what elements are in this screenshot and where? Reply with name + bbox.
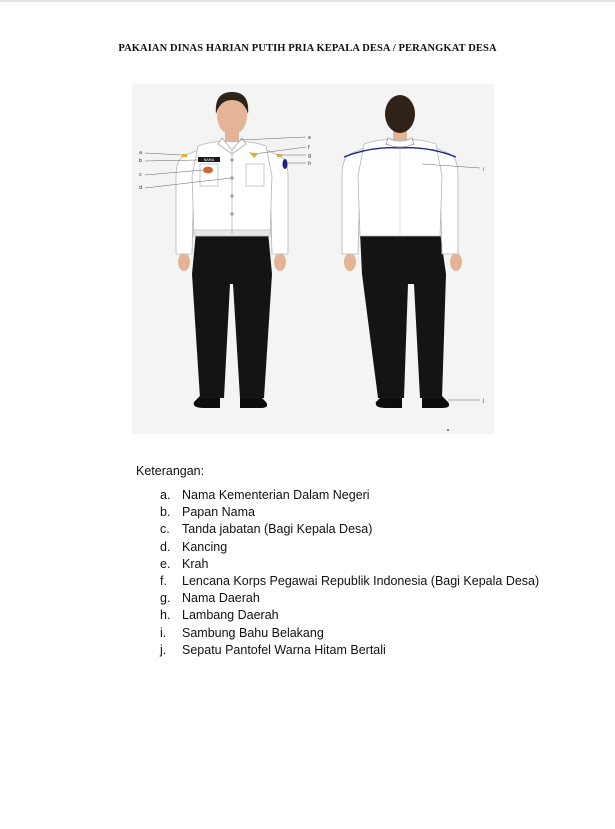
front-left-hand <box>178 253 190 271</box>
legend-item-text: Tanda jabatan (Bagi Kepala Desa) <box>182 522 373 537</box>
label-j: j <box>483 398 485 404</box>
back-right-hand <box>450 253 462 271</box>
label-i: i <box>483 167 485 173</box>
legend-item <box>160 504 539 521</box>
front-button-3 <box>230 194 233 197</box>
label-c: c <box>139 172 142 178</box>
label-b: b <box>139 158 143 164</box>
legend-item-text: Sambung Bahu Belakang <box>182 625 324 640</box>
legend-item-text: Lambang Daerah <box>182 608 279 623</box>
label-d: d <box>139 185 143 191</box>
legend-item <box>160 607 539 624</box>
uniform-illustration <box>132 84 494 434</box>
legend-item-marker: b. <box>160 505 171 520</box>
front-ministry-patch <box>182 154 187 157</box>
front-region-emblem <box>283 159 288 169</box>
front-name-tag-text: NAMA <box>203 158 215 162</box>
legend-item-text: Krah <box>182 556 209 571</box>
legend-item <box>160 590 539 607</box>
back-head <box>385 95 415 133</box>
stray-mark <box>447 429 449 431</box>
legend-item-text: Lencana Korps Pegawai Republik Indonesia (Bagi Kepala Desa) <box>182 573 540 588</box>
front-button-4 <box>230 212 233 215</box>
legend-item-marker: d. <box>160 539 171 554</box>
legend-item-marker: a. <box>160 488 171 502</box>
front-right-hand <box>274 253 286 271</box>
legend-item-text: Kancing <box>182 539 228 554</box>
label-h: h <box>308 161 312 167</box>
legend-item-marker: e. <box>160 556 171 571</box>
legend-item-text: Nama Kementerian Dalam Negeri <box>182 488 370 502</box>
legend-item-marker: c. <box>160 522 170 537</box>
label-g: g <box>308 153 312 159</box>
legend-item <box>160 539 539 556</box>
legend-item <box>160 556 539 573</box>
page-title: PAKAIAN DINAS HARIAN PUTIH PRIA KEPALA DESA / PERANGKAT DESA <box>118 43 497 54</box>
legend-item-text: Nama Daerah <box>182 591 260 606</box>
legend-item <box>160 521 539 538</box>
front-rank-badge <box>203 167 213 174</box>
legend-item <box>160 642 539 659</box>
legend-item-marker: f. <box>160 573 167 588</box>
front-region-name-patch <box>277 154 282 157</box>
legend-item-marker: j. <box>160 642 167 657</box>
page-top-border <box>0 0 615 2</box>
legend-item-marker: i. <box>160 625 167 640</box>
legend-heading: Keterangan: <box>136 464 205 478</box>
legend-item <box>160 487 539 504</box>
legend-list <box>160 487 539 659</box>
legend-item-text: Papan Nama <box>182 505 255 520</box>
back-left-hand <box>344 253 356 271</box>
label-f: f <box>308 145 310 151</box>
legend-item-marker: g. <box>160 591 171 606</box>
label-a: a <box>139 150 143 156</box>
label-e: e <box>308 135 312 141</box>
legend-item-marker: h. <box>160 608 171 623</box>
legend-item-text: Sepatu Pantofel Warna Hitam Bertali <box>182 642 386 657</box>
legend-item <box>160 573 539 590</box>
legend-item <box>160 625 539 642</box>
front-button-1 <box>230 158 233 161</box>
